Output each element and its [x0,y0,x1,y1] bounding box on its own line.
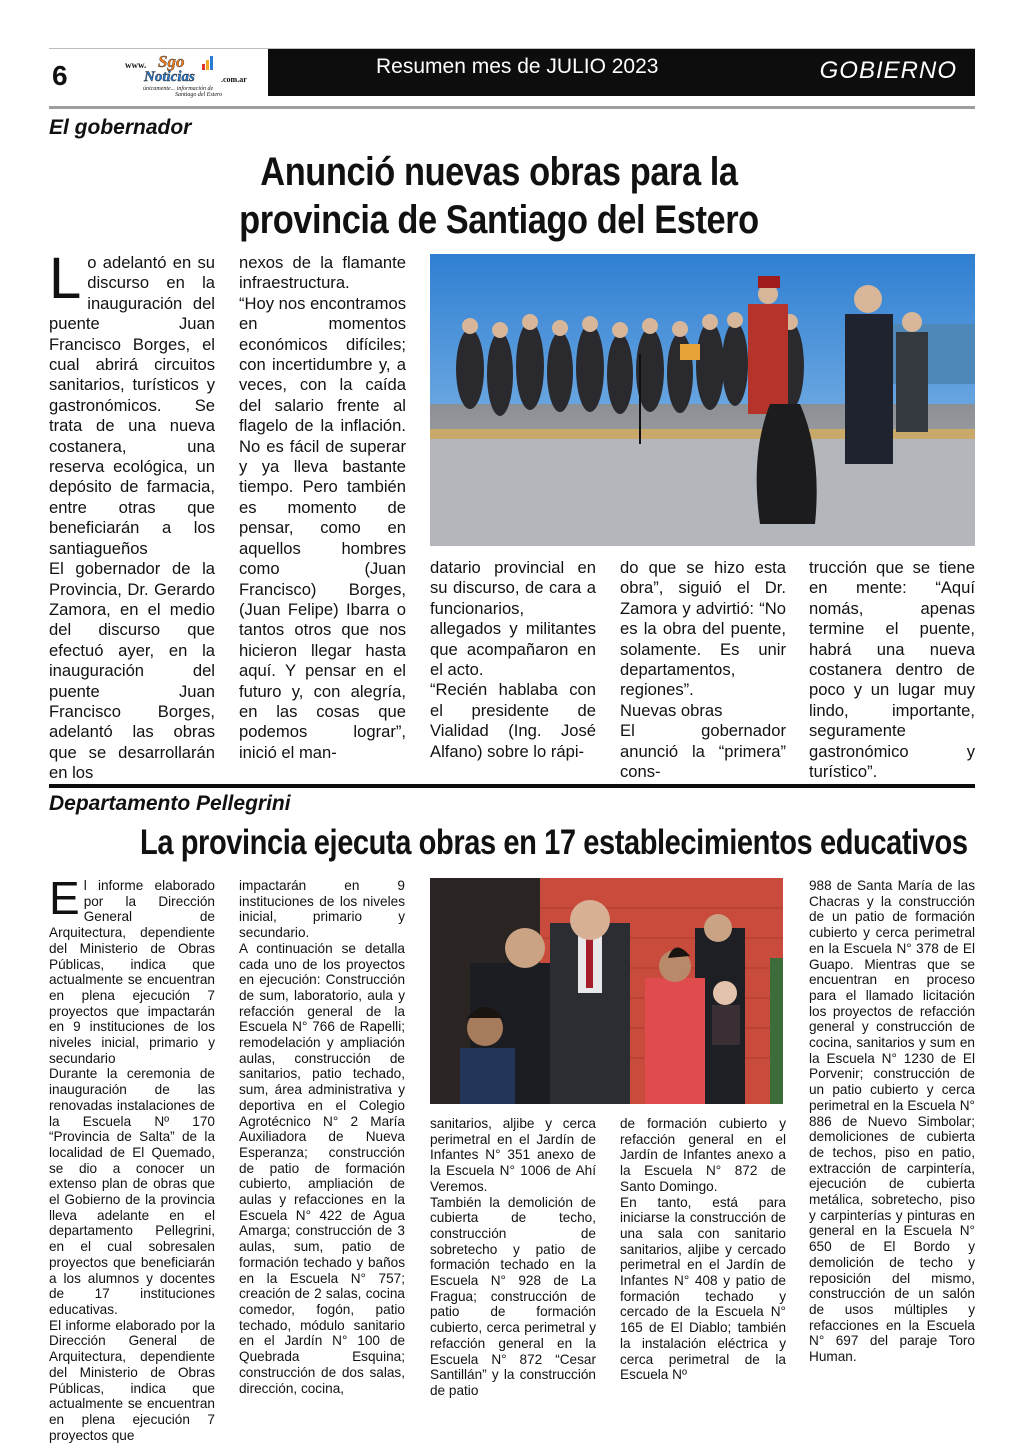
school-ceremony-photo [430,878,783,1104]
article1-col4-text: do que se hizo esta obra”, siguió el Dr. Zamora y advirtió: “No es la obra del puente, solamente. Es unir departamentos, regiones”. [620,558,786,700]
article2-column-3 [430,1116,596,1399]
header-rule [49,106,975,109]
logo-sgo: Sgo [158,52,185,71]
article2-col4-text: de formación cubierto y refacción general en el Jardín de Infantes anexo a la Escuela N° 872 de Santo Domingo. [620,1116,786,1194]
article2-col5-text: 988 de Santa María de las Chacras y la construcción de un patio de formación cubierto y cerca perimetral en la Escuela N° 378 de El Guapo. Mientras que se encuentran en proceso para el llamado licitación los proyectos de refacción general y construcción de cocina, sanitarios y sum en la Escuela N° 1230 de El Porvenir; construcción de un patio cubierto y cerca perimetral en la Escuela N° 886 de Nuevo Simbolar; demoliciones de cubierta de techos, piso en patio, extracción de carpintería, ejecución de cubierta metálica, sobretecho, piso y carpinterías y pinturas en general en la Escuela N° 650 de El Bordo y demolición de techo y reposición del mismo, construcción de un salón de usos múltiples y refacciones en la Escuela N° 697 del paraje Toro Human. [809,878,975,1365]
bridge-inauguration-photo [430,254,975,546]
article1-col1-paragraph2: El gobernador de la Provincia, Dr. Gerardo Zamora, en el medio del discurso que efectuó ayer, en la inauguración del puente Juan Francisco Borges, adelantó las obras que se desarrollarán en los [49,559,215,783]
header-bar [268,49,975,96]
section-name: GOBIERNO [819,57,957,84]
article1-column-1 [49,246,215,784]
article1-title-line2: provincia de Santiago del Estero [239,198,759,242]
logo-www: www. [125,60,147,70]
article2-col4-paragraph2: En tanto, está para iniciarse la construcción de una sala con sanitario sanitarios, aljibe y cercado perimetral en el Jardín de Infantes N° 408 y patio de formación techado y cercado de la Escuela N° 165 de El Diablo; también la instalación eléctrica y cerca perimetral de la Escuela Nº [620,1194,786,1383]
month-summary: Resumen mes de JULIO 2023 [376,55,659,78]
article2-col1-text: l informe elaborado por la Dirección General de Arquitectura, dependiente del Ministerio de Obras Públicas, indica que actualmente se encuentran en plena ejecución 7 proyectos que impactarán en 9 instituciones de los niveles inicial, primario y secundario [49,878,215,1066]
logo-noticias: Noticias [144,69,195,85]
article1-column-2 [239,253,406,763]
article2-column-2 [239,878,405,1396]
article-divider [49,784,975,788]
article2-title: La provincia ejecuta obras en 17 establecimientos educativos [140,823,968,862]
article2-col3-paragraph2: También la demolición de cubierta de techo, construcción de sobretecho y patio de formación techado en la Escuela N° 928 de La Fragua; construcción de patio de formación cubierto, cerca perimetral y refacción general en la Escuela N° 872 “Cesar Santillán” y la construcción de patio [430,1194,596,1398]
article1-kicker: El gobernador [49,116,192,139]
article1-column-5 [809,558,975,782]
article1-col4-paragraph2: El gobernador anunció la “primera” cons- [620,721,786,782]
article1-column-3 [430,558,596,762]
article2-col1-paragraph2: Durante la ceremonia de inauguración de las renovadas instalaciones de la Escuela Nº 170 “Provincia de Salta” de la localidad de El Quemado, se dio a conocer un extenso plan de obras que el Gobierno de la provincia lleva adelante en el departamento Pellegrini, en el cual sobresalen proyectos que beneficiarán a los alumnos y docentes de 17 instituciones educativas. [49,1066,215,1317]
site-logo[interactable] [125,52,265,96]
logo-tagline-1: únicamente... información de [143,86,214,92]
article1-col3-paragraph2: “Recién hablaba con el presidente de Vialidad (Ing. José Alfano) sobre lo rápi- [430,680,596,761]
article1-col2-paragraph2: “Hoy nos encontramos en momentos económicos difíciles; con incertidumbre y, a veces, con la caída del salario frente al flagelo de la inflación. No es fácil de superar y ya lleva bastante tiempo. Pero también es momento de pensar, como en aquellos hombres como (Juan Francisco) Borges, (Juan Felipe) Ibarra o tantos otros que nos hicieron llegar hasta aquí. Y pensar en el futuro y, con alegría, en las cosas que podemos lograr”, inició el man- [239,293,406,762]
article2-column-4 [620,1116,786,1383]
signal-bars-icon [202,54,216,70]
page-number: 6 [52,60,68,91]
article1-col4-subhead: Nuevas obras [620,700,723,720]
article2-column-5 [809,878,975,1365]
article1-col2-text: nexos de la flamante infraestructura. [239,253,406,293]
article2-col3-text: sanitarios, aljibe y cerca perimetral en el Jardín de Infantes N° 351 anexo de la Escuela N° 1006 de Ahí Veremos. [430,1116,596,1194]
article2-kicker: Departamento Pellegrini [49,792,291,815]
article2-col1-paragraph3: El informe elaborado por la Dirección General de Arquitectura, dependiente del Ministerio de Obras Públicas, indica que actualmente se encuentran en plena ejecución 7 proyectos que [49,1317,215,1443]
logo-domain: .com.ar [221,75,247,84]
article1-title-line1: Anunció nuevas obras para la [260,150,738,194]
article2-col2-paragraph2: A continuación se detalla cada uno de los proyectos en ejecución: Construcción de sum, laboratorio, aula y refacción general de la Escuela N° 766 de Rapelli; remodelación y ampliación aulas, construcción de sanitarios, patio techado, sum, área administrativa y deportiva en el Colegio Agrotécnico N° 2 María Auxiliadora de Nueva Esperanza; construcción de patio de formación cubierto, ampliación de aulas y refacciones en la Escuela N° 422 de Agua Amarga; construcción de 3 aulas, sum, patio de formación techado y baños en la Escuela N° 757; creación de 2 salas, cocina comedor, fogón, patio techado, módulo sanitario en el Jardín N° 100 de Quebrada Esquina; construcción de dos salas, dirección, cocina, [239,940,405,1396]
article1-col3-text: datario provincial en su discurso, de cara a funcionarios, allegados y militantes que acompañaron en el acto. [430,558,596,680]
article1-column-4 [620,558,786,782]
article2-column-1 [49,872,215,1443]
article1-dropcap: L [49,246,82,311]
article1-title [167,148,831,244]
logo-tagline-2: Santiago del Estero [175,92,223,98]
article2-dropcap: E [49,872,80,924]
article1-col1-text: o adelantó en su discurso en la inauguración del puente Juan Francisco Borges, el cual abrirá circuitos sanitarios, turísticos y gastronómicos. Se trata de una nueva costanera, una reserva ecológica, un depósito de farmacia, entre otras que beneficiarán a los santiagueños [49,253,215,558]
article1-col5-text: trucción que se tiene en mente: “Aquí nomás, apenas termine el puente, habrá una nueva costanera dentro de poco y un lugar muy lindo, importante, seguramente gastronómico y turístico”. [809,558,975,782]
article2-col2-text: impactarán en 9 instituciones de los niveles inicial, primario y secundario. [239,878,405,941]
